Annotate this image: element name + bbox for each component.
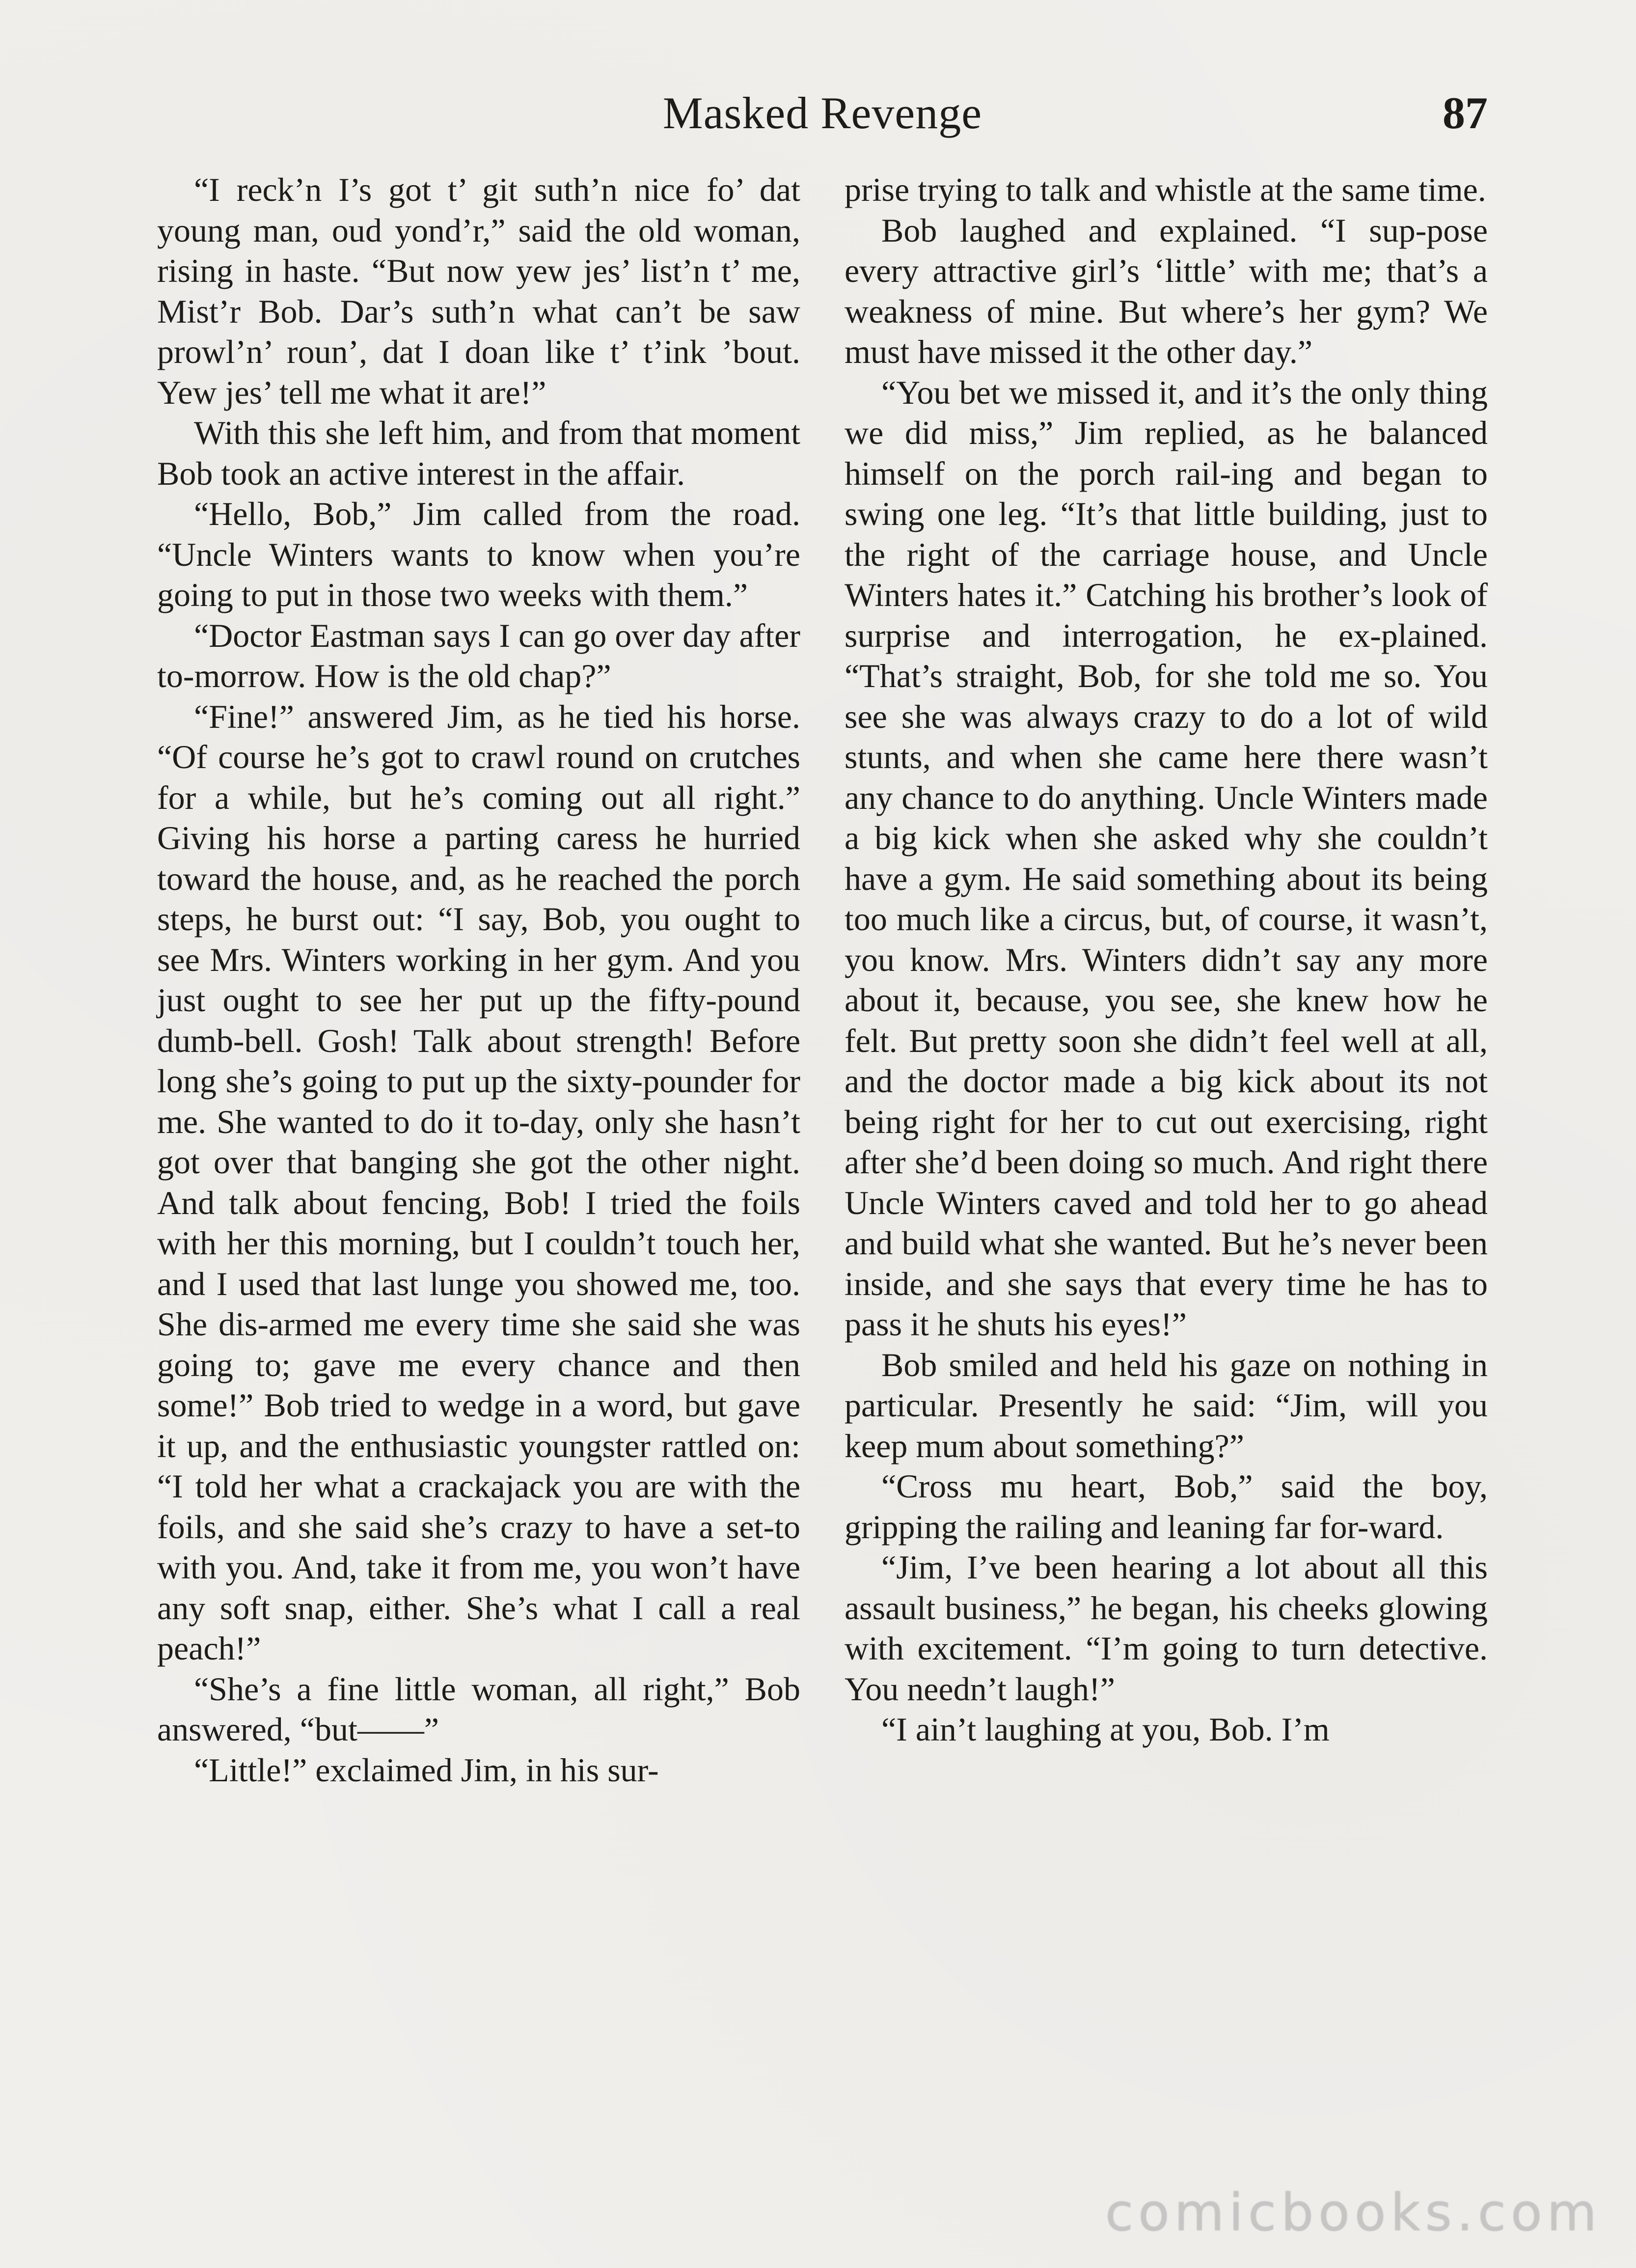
paragraph: “I reck’n I’s got t’ git suth’n nice fo’ dat young man, oud yond’r,” said the old woman, rising in haste. “But now yew jes’ list’n t’ me, Mist’r Bob. Dar’s suth’n what can’t be saw prowl’n’ roun’, dat I doan like t’ t’ink ’bout. Yew jes’ tell me what it are!”	[157, 171, 800, 411]
paragraph: “Little!” exclaimed Jim, in his sur-	[194, 1751, 659, 1789]
running-title: Masked Revenge	[662, 88, 982, 138]
paragraph: “You bet we missed it, and it’s the only thing we did miss,” Jim replied, as he balanced himself on the porch rail-ing and began to swing one leg. “It’s that little building, just to the right of the carriage house, and Uncle Winters hates it.” Catching his brother’s look of surprise and interrogation, he ex-plained. “That’s straight, Bob, for she told me so. You see she was always crazy to do a lot of wild stunts, and when she came here there wasn’t any chance to do anything. Uncle Winters made a big kick when she asked why she couldn’t have a gym. He said something about its being too much like a circus, but, of course, it wasn’t, you know. Mrs. Winters didn’t say any more about it, because, you see, she knew how he felt. But pretty soon she didn’t feel well at all, and the doctor made a big kick about its not being right for her to cut out exercising, right after she’d been doing so much. And right there Uncle Winters caved and told her to go ahead and build what she wanted. But he’s never been inside, and she says that every time he has to pass it he shuts his eyes!”	[845, 373, 1488, 1343]
paragraph-continuation: prise trying to talk and whistle at the same time.	[845, 171, 1486, 208]
paragraph: “Fine!” answered Jim, as he tied his horse. “Of course he’s got to crawl round on crutches for a while, but he’s coming out all right.” Giving his horse a parting caress he hurried toward the house, and, as he reached the porch steps, he burst out: “I say, Bob, you ought to see Mrs. Winters working in her gym. And you just ought to see her put up the fifty-pound dumb-bell. Gosh! Talk about strength! Before long she’s going to put up the sixty-pounder for me. She wanted to do it to-day, only she hasn’t got over that banging she got the other night. And talk about fencing, Bob! I tried the foils with her this morning, but I couldn’t touch her, and I used that last lunge you showed me, too. She dis-armed me every time she said she was going to; gave me every chance and then some!” Bob tried to wedge in a word, but gave it up, and the enthusiastic youngster rattled on: “I told her what a crackajack you are with the foils, and she said she’s crazy to have a set-to with you. And, take it from me, you won’t have any soft snap, either. She’s what I call a real peach!”	[157, 697, 800, 1667]
site-watermark: comicbooks.com	[1105, 2183, 1602, 2242]
text-column-left	[157, 169, 800, 1790]
paragraph: “I ain’t laughing at you, Bob. I’m	[881, 1711, 1330, 1748]
paragraph: Bob smiled and held his gaze on nothing in particular. Presently he said: “Jim, will you keep mum about something?”	[845, 1346, 1488, 1465]
paragraph: Bob laughed and explained. “I sup-pose every attractive girl’s ‘little’ with me; that’s a weakness of mine. But where’s her gym? We must have missed it the other day.”	[845, 211, 1488, 370]
paragraph: With this she left him, and from that moment Bob took an active interest in the affair.	[157, 414, 800, 492]
paragraph: “Cross mu heart, Bob,” said the boy, gripping the railing and leaning far for-ward.	[845, 1467, 1488, 1546]
page-number: 87	[1443, 88, 1488, 138]
running-header	[157, 81, 1488, 145]
paragraph: “Doctor Eastman says I can go over day after to-morrow. How is the old chap?”	[157, 616, 800, 694]
paragraph: “Jim, I’ve been hearing a lot about all this assault business,” he began, his cheeks glowing with excitement. “I’m going to turn detective. You needn’t laugh!”	[845, 1549, 1488, 1708]
paragraph: “She’s a fine little woman, all right,” Bob answered, “but——”	[157, 1670, 800, 1748]
paragraph: “Hello, Bob,” Jim called from the road. “Uncle Winters wants to know when you’re going to put in those two weeks with them.”	[157, 495, 800, 613]
text-column-right	[845, 169, 1488, 1750]
